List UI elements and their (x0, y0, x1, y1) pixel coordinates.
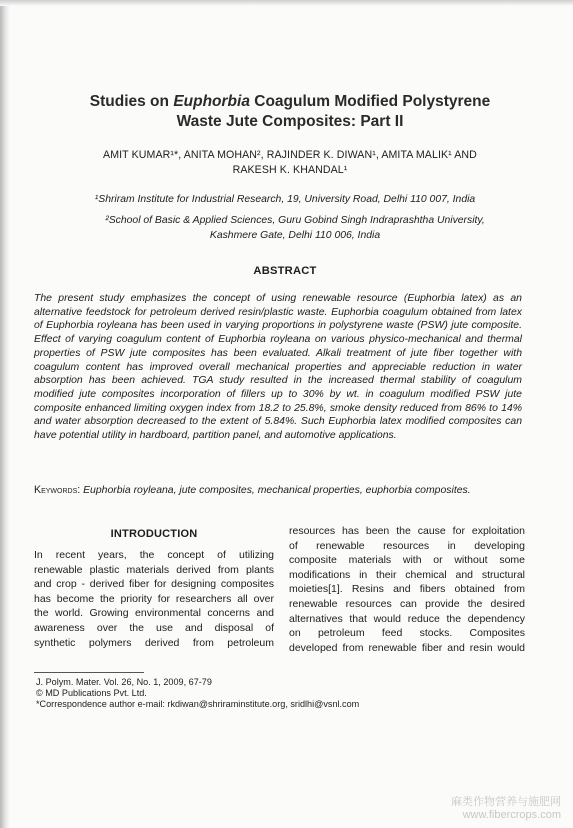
keywords-text: Euphorbia royleana, jute composites, mechanical properties, euphorbia composites. (80, 485, 471, 496)
title-line-1 (40, 92, 540, 112)
intro-left-line: synthetic polymers derived from petroleum (34, 636, 274, 649)
intro-right-line: composite materials with or without some (289, 554, 525, 567)
copyright-notice: © MD Publications Pvt. Ltd. (36, 688, 147, 699)
watermark-url: www.fibercrops.com (462, 809, 561, 821)
authors-line-1: AMIT KUMAR¹*, ANITA MOHAN², RAJINDER K. DIWAN¹, AMITA MALIK¹ AND (103, 149, 477, 161)
intro-left-line: and crop - derived fiber for designing composites (34, 578, 274, 591)
intro-left-line: has become the priority for researchers all over (34, 592, 274, 605)
title-text-c: Coagulum Modified Polystyrene (249, 93, 491, 110)
intro-left-line: In recent years, the concept of utilizing (34, 549, 274, 561)
intro-right-line: alternatives that would reduce the dependency (289, 612, 525, 625)
intro-column-right (289, 524, 525, 655)
intro-right-line: on petroleum feed stocks. Composites (289, 627, 525, 640)
keywords (34, 483, 529, 498)
site-watermark (451, 796, 561, 822)
affiliation-2-line-1: ²School of Basic & Applied Sciences, Guru Gobind Singh Indraprashtha University, (105, 215, 485, 226)
intro-right-line: developed from renewable fiber and resin would (289, 641, 525, 654)
introduction-heading: INTRODUCTION (110, 528, 198, 540)
footnote-divider (34, 672, 144, 673)
keywords-label: Keywords: (34, 484, 81, 496)
intro-left-line: awareness over the use and disposal of (34, 621, 274, 634)
authors-line-2: RAKESH K. KHANDAL¹ (232, 164, 348, 176)
scan-shadow-left (0, 0, 10, 828)
footnotes (36, 677, 536, 711)
watermark-chinese: 麻类作物营养与施肥网 (451, 796, 561, 808)
title-line-2: Waste Jute Composites: Part II (176, 113, 404, 130)
intro-left-line: renewable plastic materials derived from plants (34, 563, 274, 576)
title-genus: Euphorbia (173, 93, 250, 110)
affiliation-1: ¹Shriram Institute for Industrial Research, 19, University Road, Delhi 110 007, India (94, 194, 476, 205)
intro-right-line: modifications in their chemical and structural (289, 568, 525, 581)
journal-citation: J. Polym. Mater. Vol. 26, No. 1, 2009, 67-79 (36, 677, 212, 687)
author-list (60, 148, 520, 178)
scan-shadow-top (0, 0, 573, 6)
abstract-heading: ABSTRACT (253, 265, 317, 277)
intro-column-left (34, 548, 274, 650)
abstract-body: The present study emphasizes the concept of using renewable resource (Euphorbia latex) as an alternative feedstock for petroleum derived resin/plastic waste. Euphorbia coagulum obtained from latex of Euphorbia royleana has been used in varying proportions in polystyrene waste (PSW) jute composite. Effect of varying coagulum content of Euphorbia royleana on various physico-mechanical and thermal properties of PSW jute composites has been evaluated. Alkali treatment of jute fiber together with coagulum content has improved overall mechanical properties and appreciable reduction in water absorption has been achieved. TGA study resulted in the increased thermal stability of coagulum modified jute composites incorporation of fillers up to 30% by wt. in coagulum modified PSW jute composite enhanced limiting oxygen index from 18.2 to 25.8%, smoke density reduced from 86% to 14% and water absorption decreased to the extent of 5.84%. Such Euphorbia latex modified composites can have potential utility in hardboard, partition panel, and automotive applications. (34, 293, 522, 442)
correspondence-note: *Correspondence author e-mail: rkdiwan@shriraminstitute.org, sridlhi@vsnl.com (36, 699, 360, 710)
intro-right-line: resources has been the cause for exploitation (289, 525, 525, 537)
intro-right-line: moieties[1]. Resins and fibers obtained from (289, 583, 525, 596)
title-text-a: Studies on (89, 93, 174, 110)
affiliation-2 (60, 213, 530, 243)
intro-right-line: of renewable resources in developing (289, 539, 525, 552)
affiliation-2-line-2: Kashmere Gate, Delhi 110 006, India (209, 230, 381, 241)
intro-right-line: renewable resources can provide the desired (289, 597, 525, 610)
intro-left-line: the world. Growing environmental concerns and (34, 607, 274, 620)
paper-title (40, 92, 540, 132)
